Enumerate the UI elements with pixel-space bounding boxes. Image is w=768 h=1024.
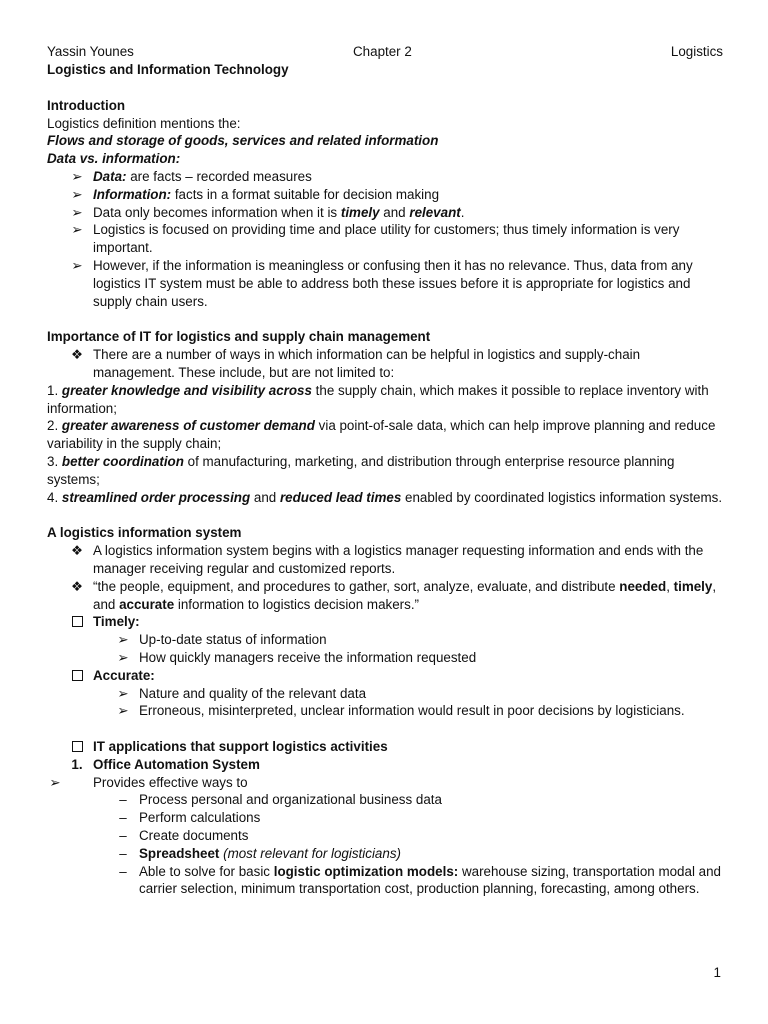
arrow-bullet-icon: ➢ bbox=[49, 774, 61, 790]
arrow-bullet-icon: ➢ bbox=[117, 685, 129, 701]
dash-bullet-icon: – bbox=[119, 863, 127, 879]
dash-bullet-icon: – bbox=[119, 828, 127, 844]
arrow-bullet-icon: ➢ bbox=[71, 257, 83, 273]
list-item: ➢ Erroneous, misinterpreted, unclear information would result in poor decisions by logisticians. bbox=[47, 702, 723, 720]
list-item: ➢ Provides effective ways to bbox=[47, 774, 723, 792]
page-number: 1 bbox=[713, 965, 721, 980]
lis-heading: A logistics information system bbox=[47, 525, 242, 541]
numbered-item: 1. greater knowledge and visibility across the supply chain, which makes it possible to replace inventory with information; bbox=[47, 382, 709, 416]
list-item: ➢ Nature and quality of the relevant data bbox=[47, 685, 723, 703]
header-subject: Logistics bbox=[670, 44, 723, 59]
list-item: – Process personal and organizational business data bbox=[47, 791, 723, 809]
list-item: Timely: bbox=[47, 613, 723, 631]
intro-definition: Flows and storage of goods, services and related information bbox=[47, 133, 439, 149]
arrow-bullet-icon: ➢ bbox=[117, 632, 129, 648]
list-item: ➢ Up-to-date status of information bbox=[47, 631, 723, 649]
arrow-bullet-icon: ➢ bbox=[71, 186, 83, 202]
importance-heading: Importance of IT for logistics and supply chain management bbox=[47, 329, 431, 345]
numbered-item: 4. streamlined order processing and reduced lead times enabled by coordinated logistics information systems. bbox=[47, 489, 723, 505]
arrow-bullet-icon: ➢ bbox=[117, 649, 129, 665]
header-chapter: Chapter 2 bbox=[353, 44, 412, 59]
arrow-bullet-icon: ➢ bbox=[71, 222, 83, 238]
list-item: – Able to solve for basic logistic optimization models: warehouse sizing, transportation modal and carrier selection, minimum transportation cost, production planning, forecasting, among others. bbox=[47, 863, 723, 899]
arrow-bullet-icon: ➢ bbox=[71, 168, 83, 184]
list-item: ➢ Data: are facts – recorded measures bbox=[47, 168, 723, 186]
list-item: ➢ Information: facts in a format suitable for decision making bbox=[47, 186, 723, 204]
list-item: Accurate: bbox=[47, 667, 723, 685]
diamond-bullet-icon: ❖ bbox=[70, 543, 83, 559]
list-item: ➢ Logistics is focused on providing time and place utility for customers; thus timely information is very important. bbox=[47, 221, 723, 257]
diamond-bullet-icon: ❖ bbox=[70, 347, 83, 363]
list-item: – Create documents bbox=[47, 827, 723, 845]
dash-bullet-icon: – bbox=[119, 845, 127, 861]
apps-subheading: 1. Office Automation System bbox=[71, 756, 260, 772]
list-item: ❖ “the people, equipment, and procedures to gather, sort, analyze, evaluate, and distribute needed, timely, and accurate information to logistics decision makers.” bbox=[70, 578, 717, 612]
arrow-bullet-icon: ➢ bbox=[71, 204, 83, 220]
list-item: ❖ There are a number of ways in which information can be helpful in logistics and supply-chain management. These include, but are not limited to: bbox=[70, 347, 641, 380]
intro-subheading: Data vs. information: bbox=[47, 151, 181, 167]
list-item: ➢ Data only becomes information when it is timely and relevant. bbox=[47, 204, 723, 222]
dash-bullet-icon: – bbox=[119, 810, 127, 826]
apps-heading: IT applications that support logistics activities bbox=[47, 738, 723, 756]
dash-bullet-icon: – bbox=[119, 792, 127, 808]
numbered-item: 2. greater awareness of customer demand via point-of-sale data, which can help improve planning and reduce variability in the supply chain; bbox=[47, 418, 716, 452]
header-author: Yassin Younes bbox=[47, 44, 134, 59]
checkbox-bullet-icon bbox=[69, 613, 85, 632]
document-page bbox=[47, 43, 723, 898]
list-item: ➢ However, if the information is meaningless or confusing then it has no relevance. Thus, data from any logistics IT system must be able to address both these issues before it is appropriate for logistics and supply chain users. bbox=[47, 257, 723, 310]
intro-heading: Introduction bbox=[47, 97, 126, 113]
checkbox-bullet-icon bbox=[69, 667, 85, 686]
list-item: – Perform calculations bbox=[47, 809, 723, 827]
checkbox-bullet-icon bbox=[69, 738, 85, 757]
intro-line: Logistics definition mentions the: bbox=[47, 115, 241, 131]
list-item: – Spreadsheet (most relevant for logisticians) bbox=[47, 845, 723, 863]
arrow-bullet-icon: ➢ bbox=[117, 703, 129, 719]
list-item: ➢ How quickly managers receive the information requested bbox=[47, 649, 723, 667]
diamond-bullet-icon: ❖ bbox=[70, 578, 83, 594]
list-item: ❖ A logistics information system begins with a logistics manager requesting information and ends with the manager receiving regular and customized reports. bbox=[70, 543, 704, 576]
page-header bbox=[47, 43, 723, 61]
document-title: Logistics and Information Technology bbox=[47, 62, 289, 77]
numbered-item: 3. better coordination of manufacturing, marketing, and distribution through enterprise resource planning systems; bbox=[47, 453, 675, 487]
